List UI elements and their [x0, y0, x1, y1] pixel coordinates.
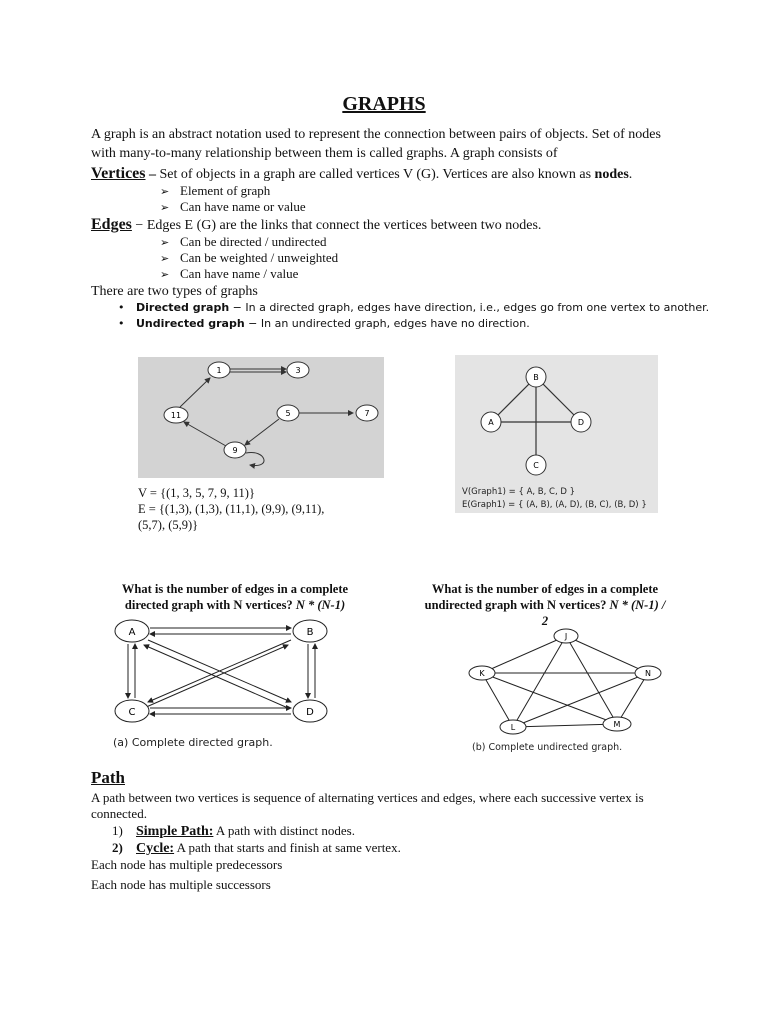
figure-caption: (a) Complete directed graph. — [113, 736, 273, 749]
node-label: B — [533, 373, 539, 382]
edges-definition — [91, 215, 691, 235]
edge-j-k — [482, 636, 566, 673]
path-heading: Path — [91, 768, 125, 787]
node-label: K — [479, 669, 485, 678]
arrow-bullet-icon: ➢ — [160, 253, 170, 265]
complete-undirected-graph-figure — [462, 626, 672, 754]
path-definition: A path between two vertices is sequence of alternating vertices and edges, where each successive vertex is connected. — [91, 790, 644, 821]
node-label: A — [488, 418, 494, 427]
node-label: A — [128, 627, 136, 638]
edge-n-m — [617, 673, 648, 724]
undirected-answer: N * (N-1) / — [609, 598, 666, 612]
bullet-dot-icon: • — [118, 317, 125, 330]
bullet-dot-icon: • — [118, 301, 125, 314]
arrow-bullet-icon: ➢ — [160, 269, 170, 281]
vertices-term: Vertices — [91, 165, 146, 182]
extra-line: Each node has multiple predecessors — [91, 857, 283, 872]
node-label: 11 — [170, 411, 182, 420]
node-label: D — [306, 707, 314, 718]
vertices-definition: Vertices – Set of objects in a graph are called vertices V (G). Vertices are also known as nodes. — [91, 165, 633, 182]
vertex-set: V = {(1, 3, 5, 7, 9, 11)} — [138, 486, 255, 500]
list-item: ➢ Can be weighted / unweighted — [160, 250, 339, 265]
list-item: • Directed graph − In a directed graph, edges have direction, i.e., edges go from one vertex to another. — [118, 301, 710, 314]
node-label: 3 — [295, 366, 301, 375]
node-label: J — [564, 632, 568, 641]
edge-l-m — [513, 724, 617, 727]
edges-dash: − — [131, 218, 147, 233]
arrow-bullet-icon: ➢ — [160, 186, 170, 198]
undirected-graph-figure — [455, 355, 658, 513]
extra-line: Each node has multiple successors — [91, 877, 271, 892]
list-item: ➢ Can have name or value — [160, 199, 306, 214]
node-label: D — [577, 418, 585, 427]
list-item: 2) Cycle: A path that starts and finish at same vertex. — [112, 840, 401, 856]
vertices-bold-word: nodes — [594, 167, 629, 182]
edges-term: Edges — [91, 216, 132, 233]
edge-k-m — [482, 673, 617, 724]
figure-caption: (b) Complete undirected graph. — [472, 742, 623, 753]
edge-j-l — [513, 636, 566, 727]
directed-graph-figure — [138, 357, 384, 478]
node-label: C — [533, 461, 539, 470]
edge-set-line2: (5,7), (5,9)} — [138, 518, 199, 532]
node-label: 7 — [364, 409, 370, 418]
intro-paragraph: A graph is an abstract notation used to represent the connection between pairs of objects. Set of nodes with many-to-many relationship between them is called graphs. A graph consists of — [91, 127, 661, 161]
undirected-answer-continued: 2 — [541, 614, 549, 628]
edge-n-l — [513, 673, 648, 727]
vertex-set-label: V(Graph1) = { A, B, C, D } — [462, 487, 576, 497]
node-label: M — [613, 720, 621, 729]
page-title: GRAPHS — [342, 93, 426, 115]
edge-set-line1: E = {(1,3), (1,3), (11,1), (9,9), (9,11), — [138, 502, 325, 516]
node-label: C — [128, 707, 136, 718]
node-label: 5 — [285, 409, 291, 418]
list-item: • Undirected graph − In an undirected graph, edges have no direction. — [118, 317, 530, 330]
vertices-text: Set of objects in a graph are called vertices V (G). Vertices are also known as — [159, 167, 595, 182]
complete-directed-graph-figure — [98, 614, 348, 754]
list-item: ➢ Element of graph — [160, 183, 271, 198]
vertices-dash: – — [145, 167, 160, 182]
node-label: N — [645, 669, 651, 678]
arrow-bullet-icon: ➢ — [160, 237, 170, 249]
node-label: 9 — [232, 446, 238, 455]
node-label: 1 — [216, 366, 222, 375]
edge-j-n — [566, 636, 648, 673]
list-item: ➢ Can be directed / undirected — [160, 234, 327, 249]
undirected-question: What is the number of edges in a complete undirected graph with N vertices? N * (N-1) / 2 — [390, 581, 700, 629]
list-item: 1) Simple Path: A path with distinct nodes. — [112, 823, 355, 839]
arrow-bullet-icon: ➢ — [160, 202, 170, 214]
types-intro: There are two types of graphs — [91, 284, 258, 299]
directed-answer: N * (N-1) — [295, 598, 346, 612]
edge-set-label: E(Graph1) = { (A, B), (A, D), (B, C), (B, D) } — [462, 500, 647, 510]
edges-text: Edges E (G) are the links that connect the vertices between two nodes. — [146, 218, 542, 233]
node-label: B — [306, 627, 314, 638]
list-item: ➢ Can have name / value — [160, 266, 299, 281]
node-label: L — [510, 723, 516, 732]
edge-k-l — [482, 673, 513, 727]
directed-question: What is the number of edges in a complete directed graph with N vertices? N * (N-1) — [121, 582, 349, 612]
edge-j-m — [566, 636, 617, 724]
